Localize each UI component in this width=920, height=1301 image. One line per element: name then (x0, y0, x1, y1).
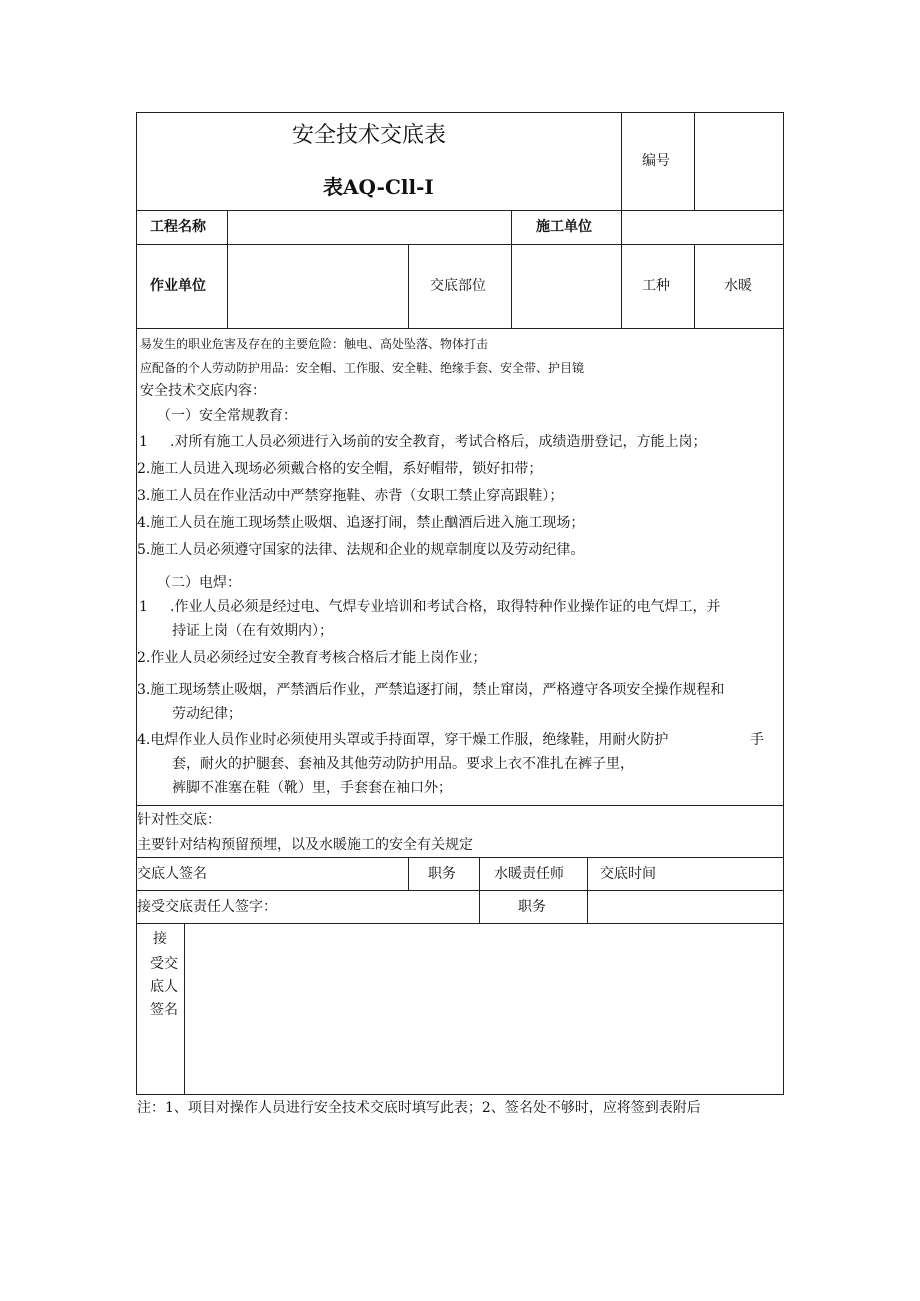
s2-item3-text-line1: 3.施工现场禁止吸烟，严禁酒后作业，严禁追逐打闹，禁止窜岗，严格遵守各项安全操作规程和 (137, 682, 725, 698)
construction-unit-field[interactable] (626, 218, 778, 236)
col-divider (479, 857, 480, 923)
s2-item3-text-line2: 劳动纪律； (172, 706, 242, 722)
hazards-text: 易发生的职业危害及存在的主要危险：触电、高处坠落、物体打击 (140, 337, 489, 351)
section1-title: （一）安全常规教育： (157, 408, 297, 424)
col-divider (621, 112, 622, 244)
briefing-time-label: 交底时间 (600, 866, 656, 882)
receiver-position-field[interactable] (592, 895, 778, 919)
work-unit-label: 作业单位 (150, 278, 206, 294)
row-divider (136, 328, 784, 329)
s1-item3-text: 3.施工人员在作业活动中严禁穿拖鞋、赤背（女职工禁止穿高跟鞋）； (137, 488, 564, 504)
row-divider (136, 857, 784, 858)
receivers-signature-area[interactable] (186, 925, 782, 1093)
briefer-signature-field[interactable] (228, 862, 402, 886)
s2-item1-number: 1 (139, 599, 148, 615)
position-label: 职务 (428, 866, 456, 882)
content-heading: 安全技术交底内容： (140, 383, 266, 399)
s2-item1-text-line1: .作业人员必须是经过电、气焊专业培训和考试合格，取得特种作业操作证的电气焊工，并 (170, 599, 721, 615)
col-divider (587, 857, 588, 923)
col-divider (621, 244, 622, 328)
briefing-part-label: 交底部位 (430, 278, 486, 294)
col-divider (408, 244, 409, 328)
form-title: 安全技术交底表 (292, 123, 447, 148)
row-divider (136, 890, 784, 891)
briefer-signature-label: 交底人签名 (137, 866, 207, 882)
s1-item2-text: 2.施工人员进入现场必须戴合格的安全帽，系好帽带，锁好扣带； (137, 461, 543, 477)
serial-label: 编号 (642, 153, 670, 169)
receiver-position-label: 职务 (518, 899, 546, 915)
s1-item1-text: .对所有施工人员必须进行入场前的安全教育，考试合格后，成绩造册登记，方能上岗； (170, 434, 707, 450)
footer-note: 注：1、项目对操作人员进行安全技术交底时填写此表；2、签名处不够时，应将签到表附后 (137, 1100, 701, 1116)
s2-item4-text-line1: 4.电焊作业人员作业时必须使用头罩或手持面罩，穿干燥工作服，绝缘鞋，用耐火防护 (137, 732, 669, 748)
col-divider (694, 112, 695, 210)
row-divider (136, 805, 784, 806)
work-unit-field[interactable] (232, 277, 402, 295)
project-name-field[interactable] (232, 218, 506, 236)
receivers-label-line3: 底人 (150, 979, 178, 995)
s2-item4-text-line3: 裤脚不准塞在鞋（靴）里，手套套在袖口外； (172, 780, 452, 796)
receiver-signature-label: 接受交底责任人签字： (137, 899, 277, 915)
row-divider (136, 923, 784, 924)
col-divider (511, 210, 512, 244)
s2-item4-text-line1-tail: 手 (750, 732, 764, 748)
project-name-label: 工程名称 (150, 219, 206, 235)
ppe-text: 应配备的个人劳动防护用品：安全帽、工作服、安全鞋、绝缘手套、安全带、护目镜 (140, 361, 585, 375)
s1-item5-text: 5.施工人员必须遵守国家的法律、法规和企业的规章制度以及劳动纪律。 (137, 542, 585, 558)
trade-label: 工种 (642, 278, 670, 294)
col-divider (511, 244, 512, 328)
targeted-label: 针对性交底： (137, 812, 221, 828)
col-divider (694, 244, 695, 328)
receivers-label-line4: 签名 (150, 1002, 178, 1018)
s2-item2-text: 2.作业人员必须经过安全教育考核合格后才能上岗作业； (137, 650, 487, 666)
section2-title: （二）电焊： (157, 575, 241, 591)
s1-item1-number: 1 (139, 434, 148, 450)
s2-item4-text-line2: 套，耐火的护腿套、套袖及其他劳动防护用品。要求上衣不准扎在裤子里， (172, 756, 634, 772)
col-divider (408, 857, 409, 890)
row-divider (136, 244, 784, 245)
s2-item1-text-line2: 持证上岗（在有效期内）； (172, 623, 333, 639)
col-divider (184, 923, 185, 1095)
construction-unit-label: 施工单位 (536, 219, 592, 235)
targeted-text: 主要针对结构预留预埋，以及水暖施工的安全有关规定 (137, 837, 473, 853)
col-divider (227, 210, 228, 328)
serial-value[interactable] (700, 152, 778, 170)
trade-value: 水暖 (724, 278, 752, 294)
s1-item4-text: 4.施工人员在施工现场禁止吸烟、追逐打闹，禁止酗酒后进入施工现场； (137, 515, 585, 531)
position-value: 水暖责任师 (494, 866, 564, 882)
briefing-part-field[interactable] (516, 277, 616, 295)
row-divider (136, 210, 784, 211)
receivers-label-line2: 受交 (150, 956, 178, 972)
receivers-label-line1: 接 (153, 931, 167, 947)
form-code: 表AQ-Cll-I (323, 175, 434, 199)
